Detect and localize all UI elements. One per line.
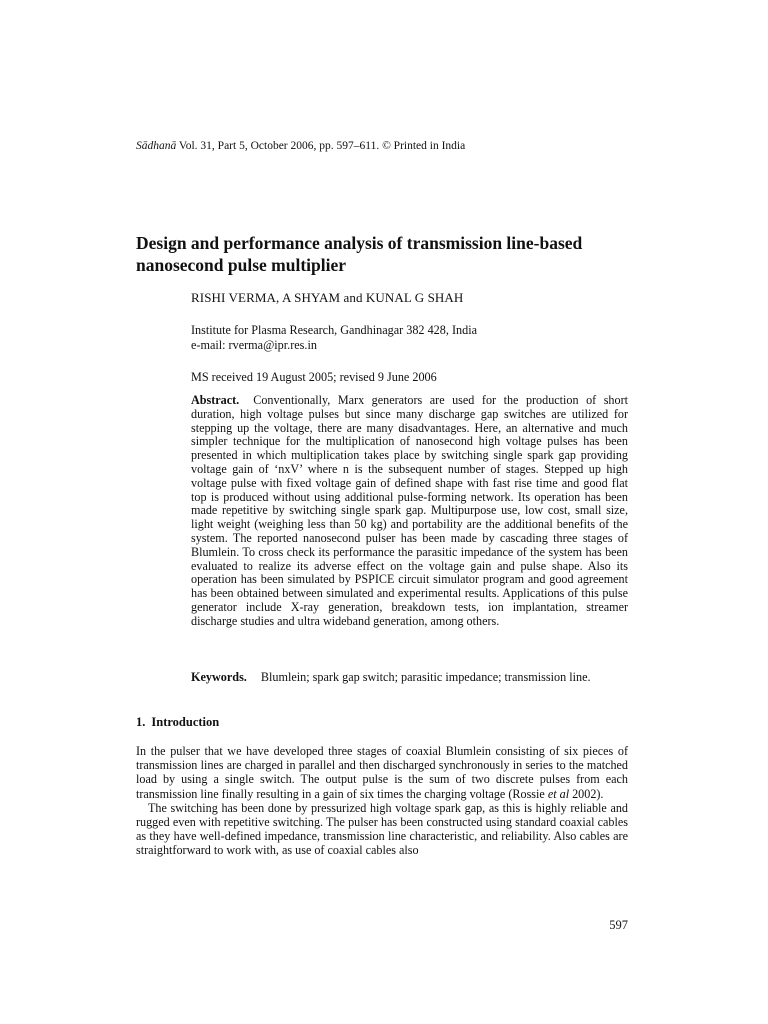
keywords-label: Keywords. <box>191 670 247 684</box>
abstract-label: Abstract. <box>191 393 240 407</box>
keywords <box>191 670 628 685</box>
paragraph-text: In the pulser that we have developed three stages of coaxial Blumlein consisting of six pieces of transmission lines are charged in parallel and then discharged synchronously in series to the matched load by using a single switch. The output pulse is the sum of two discrete pulses from each transmission line finally resulting in a gain of six times the charging voltage (Rossie <box>136 744 628 801</box>
journal-name: Sādhanā <box>136 140 177 152</box>
citation-year: 2002). <box>569 786 604 801</box>
section-heading-introduction <box>136 715 436 730</box>
paragraph <box>136 801 628 858</box>
introduction-body <box>136 744 628 858</box>
issue-details: Vol. 31, Part 5, October 2006, pp. 597–611. © Printed in India <box>176 140 466 152</box>
keywords-text: Blumlein; spark gap switch; parasitic impedance; transmission line. <box>260 670 591 684</box>
paper-title: Design and performance analysis of transmission line-based nanosecond pulse multiplier <box>136 233 583 275</box>
author-email: e-mail: rverma@ipr.res.in <box>191 338 317 352</box>
institute-address: Institute for Plasma Research, Gandhinagar 382 428, India <box>191 323 477 337</box>
received-dates: MS received 19 August 2005; revised 9 June 2006 <box>191 370 437 384</box>
paragraph-text: The switching has been done by pressurized high voltage spark gap, as this is highly reliable and rugged even with repetitive switching. The pulser has been constructed using standard coaxial cables as they have well-defined impedance, transmission line characteristic, and reliability. Also cables are straightforward to work with, as use of coaxial cables also <box>136 800 628 858</box>
page-number: 597 <box>609 918 628 932</box>
section-title: Introduction <box>151 715 220 729</box>
citation-et-al: et al <box>547 786 570 801</box>
running-head <box>136 140 636 152</box>
affiliation <box>191 323 631 353</box>
paragraph <box>136 744 628 801</box>
section-number: 1. <box>136 715 146 729</box>
abstract-text: Conventionally, Marx generators are used for the production of short duration, high voltage pulses but since many discharge gap switches are utilized for stepping up the voltage, there are many disadvantages. Here, an alternative and much simpler technique for the multiplication of nanosecond high voltage pulses has been presented in which multiplication takes place by switching single spark gap providing voltage gain of ‘nxV’ where n is the subsequent number of stages. Stepped up high voltage pulse with fixed voltage gain of defined shape with fast rise time and good flat top is produced without using additional pulse-forming network. Its operation has been made repetitive by switching single spark gap. Multipurpose use, low cost, small size, light weight (weighing less than 50 kg) and portability are the additional benefits of the system. The reported nanosecond pulser has been made by cascading three stages of Blumlein. To cross check its performance the parasitic impedance of the system has been evaluated to realize its adverse effect on the voltage gain and pulse shape. Also its operation has been simulated by PSPICE circuit simulator program and good agreement has been obtained between simulated and experimental results. Applications of this pulse generator include X-ray generation, breakdown tests, ion implantation, streamer discharge studies and ultra wideband generation, among others. <box>191 393 628 628</box>
abstract <box>191 394 628 629</box>
author-list: RISHI VERMA, A SHYAM and KUNAL G SHAH <box>191 290 464 305</box>
